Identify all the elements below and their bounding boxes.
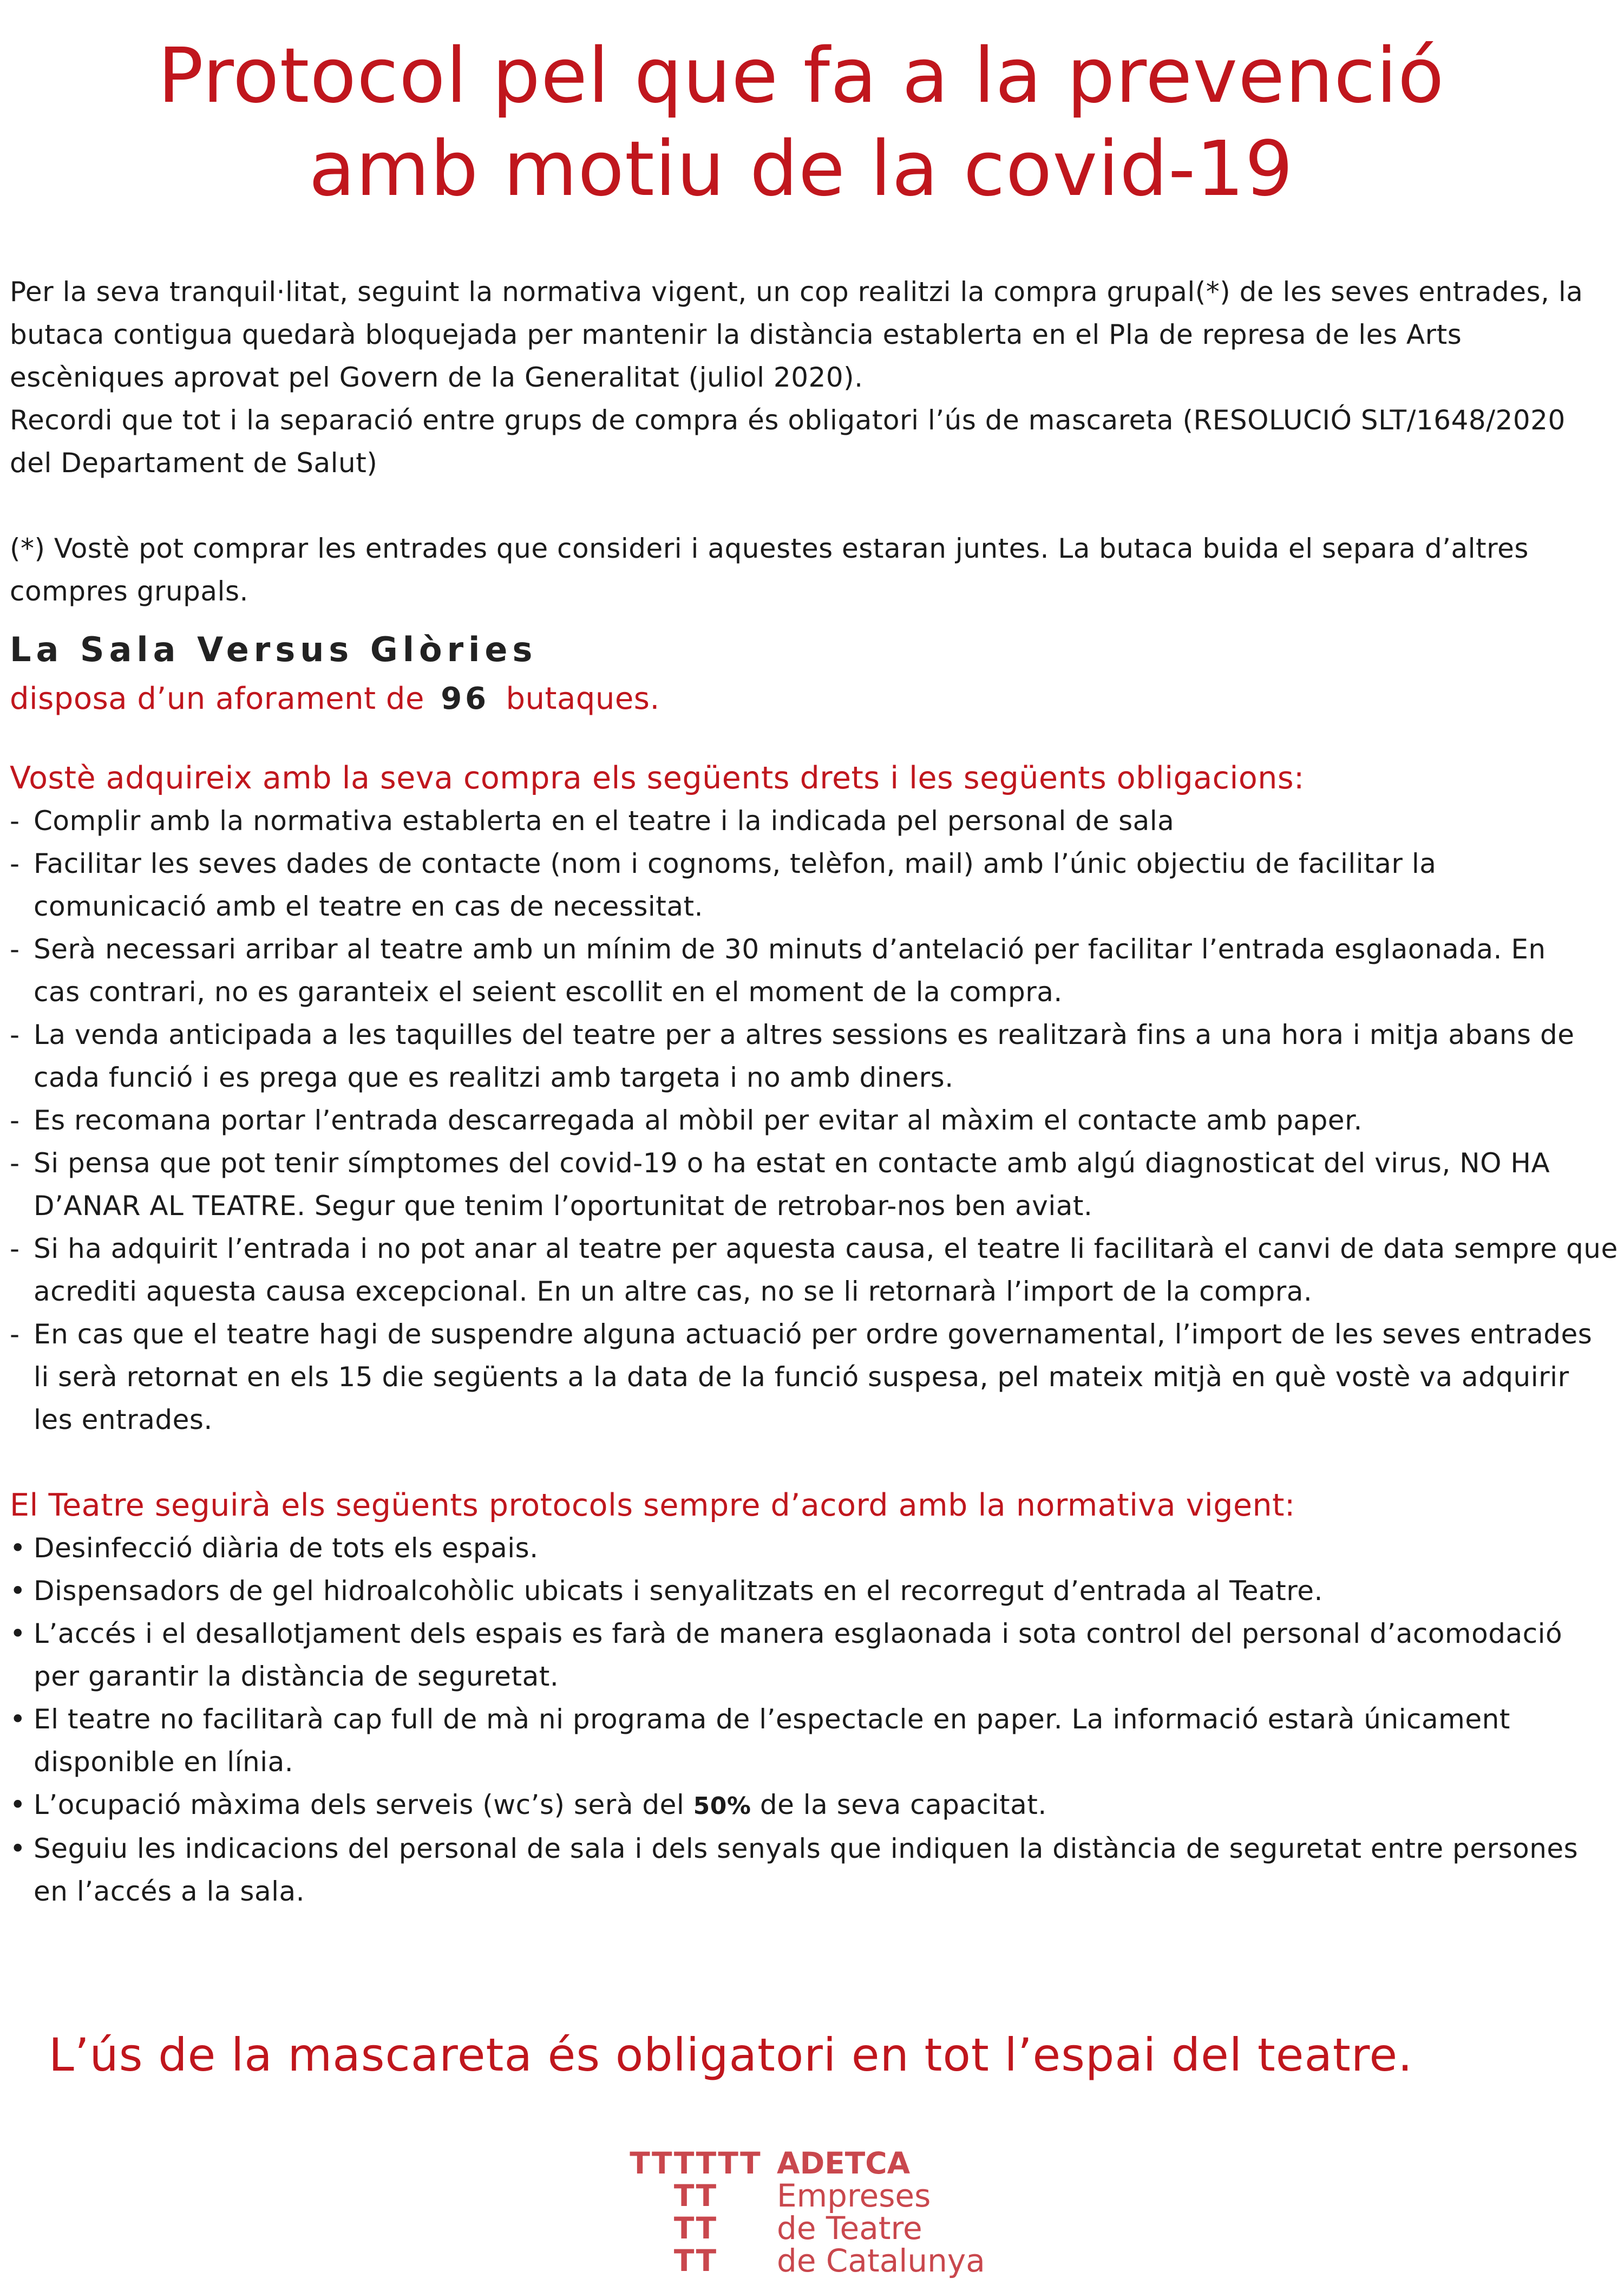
signage-item	[10, 1827, 1620, 1913]
list-item-line: acrediti aquesta causa excepcional. En un altre cas, no se li retornarà l’import de la compra.	[34, 1276, 1313, 1307]
list-marker: •	[10, 1575, 26, 1607]
list-marker: -	[10, 1105, 20, 1136]
list-item-line: La venda anticipada a les taquilles del teatre per a altres sessions es realitzarà fins a una hora i mitja abans de	[34, 1019, 1575, 1050]
list-item	[10, 1698, 1620, 1784]
list-item	[10, 1613, 1620, 1698]
logo-text-line: de Teatre	[777, 2210, 922, 2247]
list-item-line: En cas que el teatre hagi de suspendre alguna actuació per ordre governamental, l’import de les seves entrades	[34, 1319, 1593, 1350]
capacity-number: 96	[441, 681, 490, 716]
venue-name: La Sala Versus Glòries	[10, 630, 538, 669]
footnote-line: compres grupals.	[10, 576, 248, 607]
list-item-line: li serà retornat en els 15 die següents a la data de la funció suspesa, pel mateix mitjà en què vostè va adquirir	[34, 1361, 1569, 1393]
occupancy-percent: 50%	[693, 1792, 751, 1820]
mask-notice: L’ús de la mascareta és obligatori en tot l’espai del teatre.	[49, 2028, 1413, 2081]
adetca-logo	[628, 2147, 1007, 2288]
logo-text-line: Empreses	[777, 2177, 931, 2214]
list-item-line: El teatre no facilitarà cap full de mà ni programa de l’espectacle en paper. La informació estarà únicament	[34, 1703, 1510, 1735]
list-item-line: D’ANAR AL TEATRE. Segur que tenim l’oportunitat de retrobar-nos ben aviat.	[34, 1190, 1093, 1222]
protocols-list	[10, 1527, 1620, 1784]
occupancy-item	[10, 1784, 1620, 1827]
list-item-line: cada funció i es prega que es realitzi amb targeta i no amb diners.	[34, 1062, 954, 1093]
list-item	[10, 1014, 1620, 1099]
list-item	[10, 1570, 1620, 1613]
title-line-2: amb motiu de la covid-19	[309, 125, 1294, 213]
list-item	[10, 800, 1620, 843]
list-item	[10, 928, 1620, 1014]
list-item-line: Es recomana portar l’entrada descarregada al mòbil per evitar al màxim el contacte amb paper.	[34, 1105, 1363, 1136]
adetca-logo-mark	[628, 2147, 763, 2277]
list-marker: -	[10, 934, 20, 965]
list-marker: -	[10, 1147, 20, 1179]
list-item	[10, 1142, 1620, 1228]
intro-line: del Departament de Salut)	[10, 447, 378, 479]
intro-paragraph	[10, 271, 1620, 613]
list-item-line: Serà necessari arribar al teatre amb un mínim de 30 minuts d’antelació per facilitar l’entrada esglaonada. En	[34, 934, 1546, 965]
logo-text-line: de Catalunya	[777, 2242, 985, 2279]
adetca-logo-text	[777, 2147, 985, 2277]
protocols-list-continued	[10, 1784, 1620, 1913]
list-item-line: Complir amb la normativa establerta en el teatre i la indicada pel personal de sala	[34, 805, 1175, 837]
list-marker: -	[10, 1233, 20, 1264]
list-marker: -	[10, 805, 20, 837]
list-item-line: les entrades.	[34, 1404, 213, 1435]
intro-line: butaca contigua quedarà bloquejada per mantenir la distància establerta en el Pla de represa de les Arts	[10, 319, 1462, 350]
list-item	[10, 843, 1620, 928]
bullet-marker: •	[10, 1833, 26, 1864]
bullet-marker: •	[10, 1789, 26, 1820]
capacity-suffix: butaques.	[506, 681, 660, 716]
logo-mark-line: TT	[673, 2243, 718, 2278]
list-item-line: L’accés i el desallotjament dels espais es farà de manera esglaonada i sota control del personal d’acomodació	[34, 1618, 1563, 1649]
rights-heading: Vostè adquireix amb la seva compra els següents drets i les següents obligacions:	[10, 760, 1305, 796]
protocols-heading: El Teatre seguirà els següents protocols sempre d’acord amb la normativa vigent:	[10, 1487, 1295, 1523]
footnote-line: (*) Vostè pot comprar les entrades que consideri i aquestes estaran juntes. La butaca buida el separa d’altres	[10, 533, 1529, 564]
logo-mark-line: TTTTTT	[630, 2146, 762, 2181]
title-line-1: Protocol pel que fa a la prevenció	[158, 32, 1445, 120]
capacity-prefix: disposa d’un aforament de	[10, 681, 424, 716]
list-item-line: Desinfecció diària de tots els espais.	[34, 1532, 539, 1564]
intro-line: escèniques aprovat pel Govern de la Generalitat (juliol 2020).	[10, 362, 863, 393]
occupancy-suffix: de la seva capacitat.	[759, 1789, 1047, 1820]
list-item-line: disponible en línia.	[34, 1746, 294, 1778]
list-marker: •	[10, 1532, 26, 1564]
page-title	[0, 30, 1602, 216]
list-item	[10, 1099, 1620, 1142]
logo-mark-line: TT	[673, 2178, 718, 2213]
list-item-line: Facilitar les seves dades de contacte (nom i cognoms, telèfon, mail) amb l’únic objectiu de facilitar la	[34, 848, 1437, 879]
list-marker: -	[10, 1019, 20, 1050]
list-marker: -	[10, 848, 20, 879]
logo-text-line: ADETCA	[777, 2146, 911, 2181]
intro-line: Recordi que tot i la separació entre grups de compra és obligatori l’ús de mascareta (RESOLUCIÓ SLT/1648/2020	[10, 404, 1566, 436]
list-item-line: cas contrari, no es garanteix el seient escollit en el moment de la compra.	[34, 976, 1063, 1008]
list-item	[10, 1313, 1620, 1441]
list-item-line: comunicació amb el teatre en cas de necessitat.	[34, 891, 704, 922]
list-marker: -	[10, 1319, 20, 1350]
list-marker: •	[10, 1618, 26, 1649]
list-item-line: en l’accés a la sala.	[34, 1876, 305, 1907]
list-item-line: per garantir la distància de seguretat.	[34, 1661, 559, 1692]
list-item-line: Si ha adquirit l’entrada i no pot anar al teatre per aquesta causa, el teatre li facilitarà el canvi de data sempre que	[34, 1233, 1618, 1264]
capacity-line	[10, 675, 1620, 723]
intro-line: Per la seva tranquil·litat, seguint la normativa vigent, un cop realitzi la compra grupal(*) de les seves entrades, la	[10, 276, 1583, 308]
occupancy-prefix: L’ocupació màxima dels serveis (wc’s) serà del	[34, 1789, 685, 1820]
list-item-line: Si pensa que pot tenir símptomes del covid-19 o ha estat en contacte amb algú diagnosticat del virus, NO HA	[34, 1147, 1550, 1179]
document-body	[10, 271, 1620, 1913]
logo-mark-line: TT	[673, 2211, 718, 2246]
list-marker: •	[10, 1703, 26, 1735]
list-item	[10, 1228, 1620, 1313]
list-item	[10, 1527, 1620, 1570]
rights-list	[10, 800, 1620, 1441]
list-item-line: Dispensadors de gel hidroalcohòlic ubicats i senyalitzats en el recorregut d’entrada al Teatre.	[34, 1575, 1323, 1607]
list-item-line: Seguiu les indicacions del personal de sala i dels senyals que indiquen la distància de seguretat entre persones	[34, 1833, 1579, 1864]
